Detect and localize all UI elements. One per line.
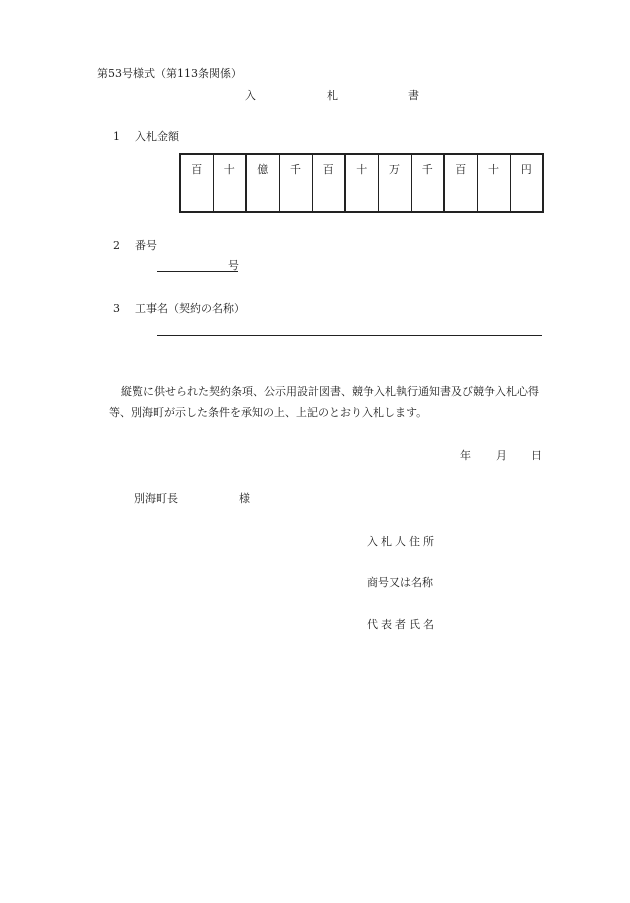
amount-cell[interactable]: 十 — [213, 154, 246, 212]
amount-cell[interactable]: 万 — [378, 154, 411, 212]
representative-name-label: 代表者氏名 — [367, 618, 437, 631]
section-number: 3 — [113, 302, 120, 315]
amount-cell[interactable]: 円 — [510, 154, 543, 212]
amount-cell[interactable]: 億 — [246, 154, 279, 212]
section-number-field — [113, 240, 157, 251]
title-char-3: 書 — [408, 89, 419, 102]
number-suffix: 号 — [228, 259, 239, 272]
section-label: 入札金額 — [135, 130, 179, 143]
date-day: 日 — [531, 449, 542, 462]
section-bid-amount — [113, 131, 179, 142]
number-input-line[interactable] — [157, 271, 238, 272]
date-month: 月 — [496, 449, 507, 462]
bid-amount-table — [179, 153, 544, 213]
addressee-honorific: 様 — [239, 492, 250, 505]
form-number: 第53号様式（第113条関係） — [97, 67, 242, 80]
statement-line-2: 等、別海町が示した条件を承知の上、上記のとおり入札します。 — [109, 406, 428, 419]
section-project-name — [113, 303, 245, 314]
amount-cell[interactable]: 百 — [312, 154, 345, 212]
bidder-address-label: 入札人住所 — [367, 535, 437, 548]
section-number: 2 — [113, 239, 120, 252]
company-name-label: 商号又は名称 — [367, 576, 433, 589]
amount-cell[interactable]: 百 — [444, 154, 477, 212]
amount-cell[interactable]: 十 — [345, 154, 378, 212]
statement-line-1: 縦覧に供せられた契約条項、公示用設計図書、競争入札執行通知書及び競争入札心得 — [121, 385, 539, 398]
addressee-name: 別海町長 — [134, 492, 178, 505]
title-char-1: 入 — [245, 89, 256, 102]
amount-cell[interactable]: 千 — [279, 154, 312, 212]
date-year: 年 — [460, 449, 471, 462]
title-char-2: 札 — [327, 89, 338, 102]
amount-cell[interactable]: 千 — [411, 154, 444, 212]
document-title — [0, 90, 630, 102]
section-label: 工事名（契約の名称） — [135, 302, 245, 315]
section-number: 1 — [113, 130, 120, 143]
section-label: 番号 — [135, 239, 157, 252]
amount-cell[interactable]: 十 — [477, 154, 510, 212]
project-name-input-line[interactable] — [157, 335, 542, 336]
amount-cell[interactable]: 百 — [180, 154, 213, 212]
